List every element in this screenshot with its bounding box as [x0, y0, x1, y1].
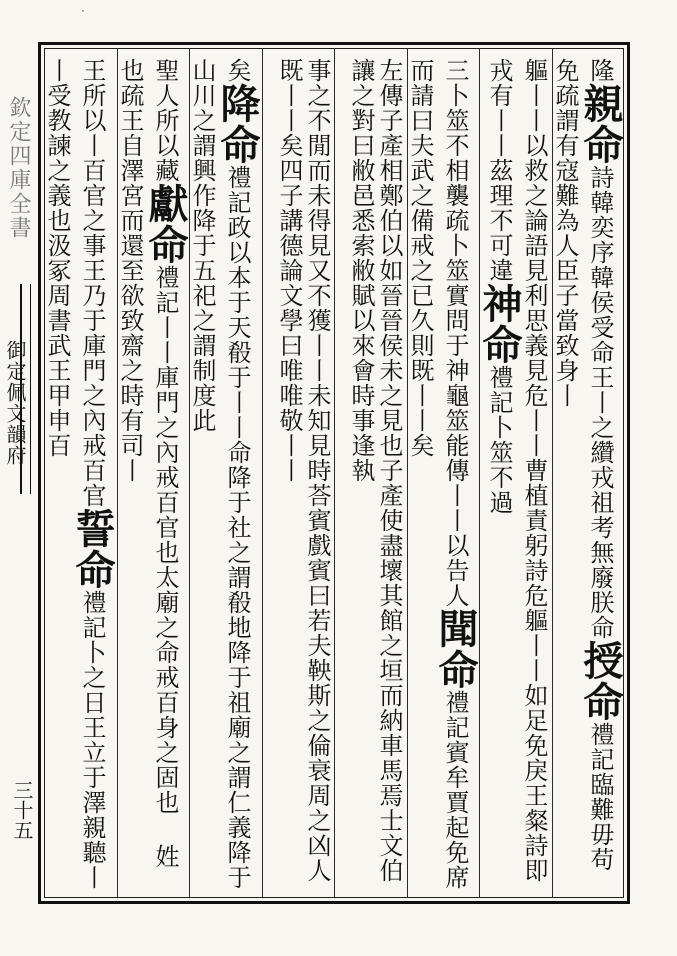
commentary-text: 隆 [586, 58, 614, 83]
entry-heading: 聞命 [432, 608, 479, 690]
text-column-6 [188, 58, 261, 893]
entry-heading: 誓命 [69, 508, 116, 590]
text-column-8 [43, 58, 116, 893]
commentary-text: 事之不閒而未得見又不獲丨丨未知見時荅賓戲賓曰若夫鞅斯之倫衰周之凶人既丨丨矣四子講德論文學曰唯唯敬丨丨 [275, 58, 331, 883]
column-divider [262, 48, 263, 898]
commentary-text: 禮記卜之日王立于澤親聽丨丨受教諫之義也汲冢周書武王甲申百 [43, 58, 106, 890]
commentary-text: 禮記政以本于天殽于丨丨命降于社之謂殽地降于祖廟之謂仁義降于山川之謂興作降于五祀之謂制度此 [188, 58, 251, 890]
text-column-2 [476, 58, 548, 893]
commentary-text: 王所以丨百官之事王乃于庫門之內戒百官 [78, 58, 106, 508]
commentary-text: 矣 [223, 58, 251, 83]
commentary-text: 左傳子產相鄭伯以如晉晉侯未之見也子產使盡壞其館之垣而納車馬焉士文伯讓之對曰敝邑悉索敝賦以來會時事逢執 [347, 58, 403, 883]
text-column-3 [406, 58, 479, 893]
book-title: 御定佩文韻府 [3, 340, 27, 466]
text-column-7 [116, 58, 189, 893]
commentary-text: 禮記臨難毋苟免疏謂有寇難為人臣子當致身丨 [551, 58, 614, 872]
commentary-text: 禮記丨丨庫門之內戒百官也太廟之命戒百身之固也 姓也疏王自澤宮而還至欲致齋之時有司丨 [116, 58, 179, 869]
gutter-ghost-title: 欽定四庫全書 [6, 96, 31, 240]
commentary-text: 詩韓奕序韓侯受命王丨之纘戎祖考無廢朕命 [586, 165, 614, 640]
entry-heading: 降命 [214, 83, 261, 165]
entry-heading: 親命 [577, 83, 624, 165]
commentary-text: 聖人所以藏 [151, 58, 179, 183]
page-number: 三十五 [10, 780, 34, 840]
page-gutter [0, 44, 36, 904]
entry-heading: 神命 [476, 283, 523, 365]
text-column-1 [551, 58, 624, 893]
text-column-5 [266, 58, 331, 893]
text-column-4 [338, 58, 403, 893]
commentary-text: 三卜筮不相襲疏卜筮實問于神龜筮能傳丨丨以告人 [441, 58, 469, 608]
ink-dot: · [81, 4, 85, 18]
column-divider [334, 48, 335, 898]
fold-line-inner [30, 284, 31, 494]
entry-heading: 授命 [577, 640, 624, 722]
entry-heading: 獻命 [142, 183, 189, 265]
commentary-text: 軀丨丨以救之論語見利思義見危丨丨曹植責躬詩危軀丨丨如足免戾王粲詩即戎有丨丨茲理不可違 [485, 58, 548, 883]
commentary-text: 禮記卜筮不過 [485, 365, 513, 515]
commentary-text: 禮記賓牟賈起免席而請曰夫武之備戒之已久則既丨丨矣 [406, 58, 469, 890]
